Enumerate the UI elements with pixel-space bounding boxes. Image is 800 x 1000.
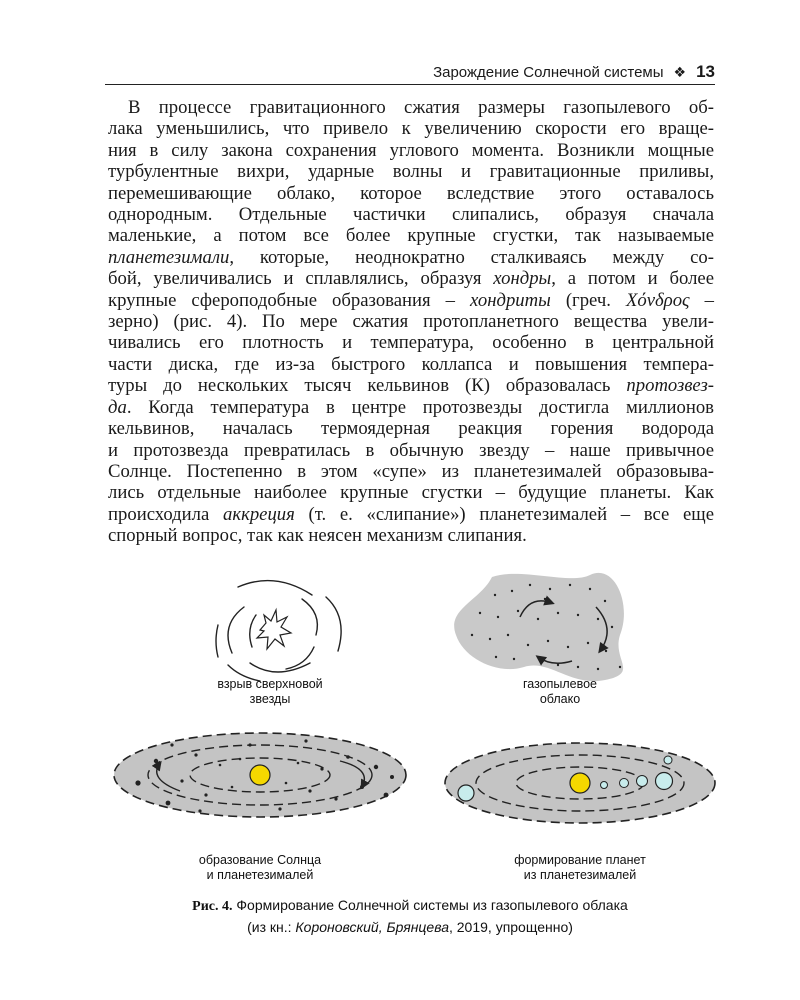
ornament-icon: ❖ <box>673 63 687 80</box>
label-line: образование Солнца <box>198 853 322 867</box>
chapter-title: Зарождение Солнечной системы <box>433 63 664 81</box>
text-line: бой, увеличивались и сплавлялись, образуя хондры, а потом и более <box>108 268 714 290</box>
text-line: чивались его плотность и температура, особенно в центральной <box>108 332 714 354</box>
text-line: происходила аккреция (т. е. «слипание») планетезималей – все еще <box>108 503 714 525</box>
planet-formation-illustration <box>445 743 715 823</box>
text-line: крупные сфероподобные образования – хондриты (греч. Χόνδρος – <box>108 289 715 311</box>
label-planet-formation <box>490 853 670 883</box>
gas-cloud-illustration <box>454 573 624 681</box>
text-line: однородным. Отдельные частички слипались, образуя сначала <box>108 204 714 226</box>
text-line: Солнце. Постепенно в этом «супе» из планетезималей образовыва- <box>108 460 714 482</box>
text-line: ния в силу закона сохранения углового момента. Возникли мощные <box>108 139 714 161</box>
text-line: лись отдельные наиболее крупные сгустки – будущие планеты. Как <box>108 482 714 504</box>
text-line: маленькие, а потом все более крупные сгустки, так называемые <box>108 225 714 247</box>
figure-caption <box>100 895 720 937</box>
text-line: турбулентные вихри, ударные волны и гравитационные приливы, <box>108 161 714 183</box>
text-line: спорный вопрос, так как неясен механизм слипания. <box>108 525 527 547</box>
text-line: части диска, где из-за быстрого коллапса и повышения темпера- <box>108 353 714 375</box>
caption-text: Формирование Солнечной системы из газопылевого облака <box>236 897 628 913</box>
text-line: кельвинов, началась термоядерная реакция горения водорода <box>108 418 714 440</box>
header-rule <box>105 84 715 85</box>
label-gas-cloud <box>480 677 640 707</box>
figure-4 <box>100 555 720 905</box>
label-line: облако <box>539 692 581 706</box>
label-line: взрыв сверхновой <box>217 677 323 691</box>
text-line: и протозвезда превратилась в обычную звезду – наше привычное <box>108 439 714 461</box>
text-line: перемешивающие облако, которое вследствие этого оставалось <box>108 182 714 204</box>
label-supernova <box>180 677 360 707</box>
label-line: газопылевое <box>522 677 598 691</box>
label-line: и планетезималей <box>206 868 314 882</box>
text-line: В процессе гравитационного сжатия размеры газопылевого об- <box>128 97 714 118</box>
sun-formation-illustration <box>114 733 406 817</box>
label-sun-formation <box>170 853 350 883</box>
label-line: из планетезималей <box>523 868 637 882</box>
running-head <box>105 62 715 82</box>
supernova-illustration <box>216 581 341 681</box>
text-line: зерно) (рис. 4). По мере сжатия протопланетного вещества увели- <box>108 311 714 333</box>
caption-line-1 <box>100 895 720 917</box>
text-line: планетезимали, которые, неоднократно сталкиваясь между со- <box>108 246 714 268</box>
caption-authors: Короновский, Брянцева <box>295 919 449 935</box>
body-paragraph <box>108 97 714 547</box>
caption-label: Рис. 4. <box>192 899 233 914</box>
figure-illustration <box>100 555 720 900</box>
label-line: звезды <box>249 692 291 706</box>
text-line: лака уменьшились, что привело к увеличению скорости его враще- <box>108 118 714 140</box>
text-line: туры до нескольких тысяч кельвинов (К) образовалась протозвез- <box>108 375 714 397</box>
caption-source-suffix: , 2019, упрощенно) <box>448 919 573 935</box>
caption-source-prefix: (из кн.: <box>247 919 296 935</box>
text-line: да. Когда температура в центре протозвезды достигла миллионов <box>108 396 714 418</box>
page-number: 13 <box>696 62 715 81</box>
label-line: формирование планет <box>514 853 646 867</box>
caption-line-2 <box>100 917 720 937</box>
